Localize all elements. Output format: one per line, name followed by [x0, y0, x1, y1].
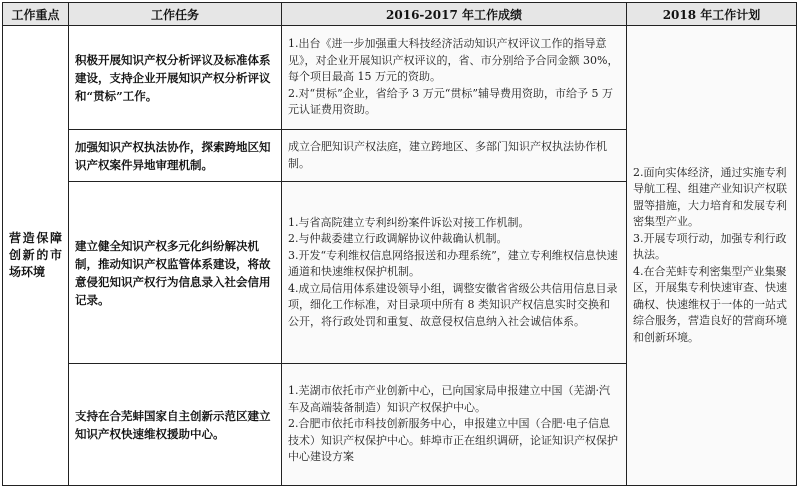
task-cell: 加强知识产权执法协作，探索跨地区知识产权案件异地审理机制。	[69, 130, 282, 182]
results-cell	[282, 26, 627, 130]
results-cell	[282, 364, 627, 486]
result-item: 3.开发“专利维权信息网络报送和办理系统”，建立专利维权信息快速通道和快速维权保护机制。	[288, 248, 618, 279]
result-item: 1.出台《进一步加强重大科技经济活动知识产权评议工作的指导意见》，对企业开展知识产权评议的，省、市分别给予合同金额 30%，每个项目最高 15 万元的资助。	[288, 37, 619, 84]
result-item: 成立合肥知识产权法庭，建立跨地区、多部门知识产权执法协作机制。	[288, 140, 607, 170]
header-results: 2016-2017 年工作成绩	[282, 3, 627, 26]
plan-item: 4.在合芜蚌专利密集型产业集聚区，开展集专利快速审查、快速确权、快速维权于一体的一站式综合服务，营造良好的营商环境和创新环境。	[633, 264, 787, 344]
table-row	[3, 26, 797, 130]
result-item: 2.与仲裁委建立行政调解协议仲裁确认机制。	[288, 232, 508, 246]
result-item: 1.与省高院建立专利纠纷案件诉讼对接工作机制。	[288, 215, 530, 229]
result-item: 4.成立局信用体系建设领导小组，调整安徽省省级公共信用信息目录项，细化工作标准，对目录项中所有 8 类知识产权信息实时交换和公开，将行政处罚和重复、故意侵权信息纳入社会诚信体系。	[288, 281, 618, 328]
task-cell: 建立健全知识产权多元化纠纷解决机制，推动知识产权监管体系建设，将故意侵犯知识产权行为信息录入社会信用记录。	[69, 182, 282, 364]
focus-cell: 营造保障创新的市场环境	[3, 26, 69, 486]
plan-cell	[627, 26, 797, 486]
header-plan: 2018 年工作计划	[627, 3, 797, 26]
result-item: 2.合肥市依托市科技创新服务中心，申报建立中国（合肥·电子信息技术）知识产权保护中心。蚌埠市正在组织调研，论证知识产权保护中心建设方案	[288, 417, 618, 464]
task-cell: 积极开展知识产权分析评议及标准体系建设，支持企业开展知识产权分析评议和“贯标”工作。	[69, 26, 282, 130]
plan-item: 3.开展专项行动，加强专利行政执法。	[633, 231, 787, 262]
result-item: 2.对“贯标”企业，省给予 3 万元“贯标”辅导费用资助，市给予 5 万元认证费用资助。	[288, 86, 613, 117]
work-plan-table	[2, 2, 797, 486]
header-focus: 工作重点	[3, 3, 69, 26]
result-item: 1.芜湖市依托市产业创新中心，已向国家局申报建立中国（芜湖·汽车及高端装备制造）知识产权保护中心。	[288, 384, 610, 414]
results-cell	[282, 130, 627, 182]
header-row	[3, 3, 797, 26]
results-cell	[282, 182, 627, 364]
header-task: 工作任务	[69, 3, 282, 26]
plan-item: 2.面向实体经济，通过实施专利导航工程、组建产业知识产权联盟等措施，大力培育和发展专利密集型产业。	[633, 165, 787, 229]
task-cell: 支持在合芜蚌国家自主创新示范区建立知识产权快速维权援助中心。	[69, 364, 282, 486]
